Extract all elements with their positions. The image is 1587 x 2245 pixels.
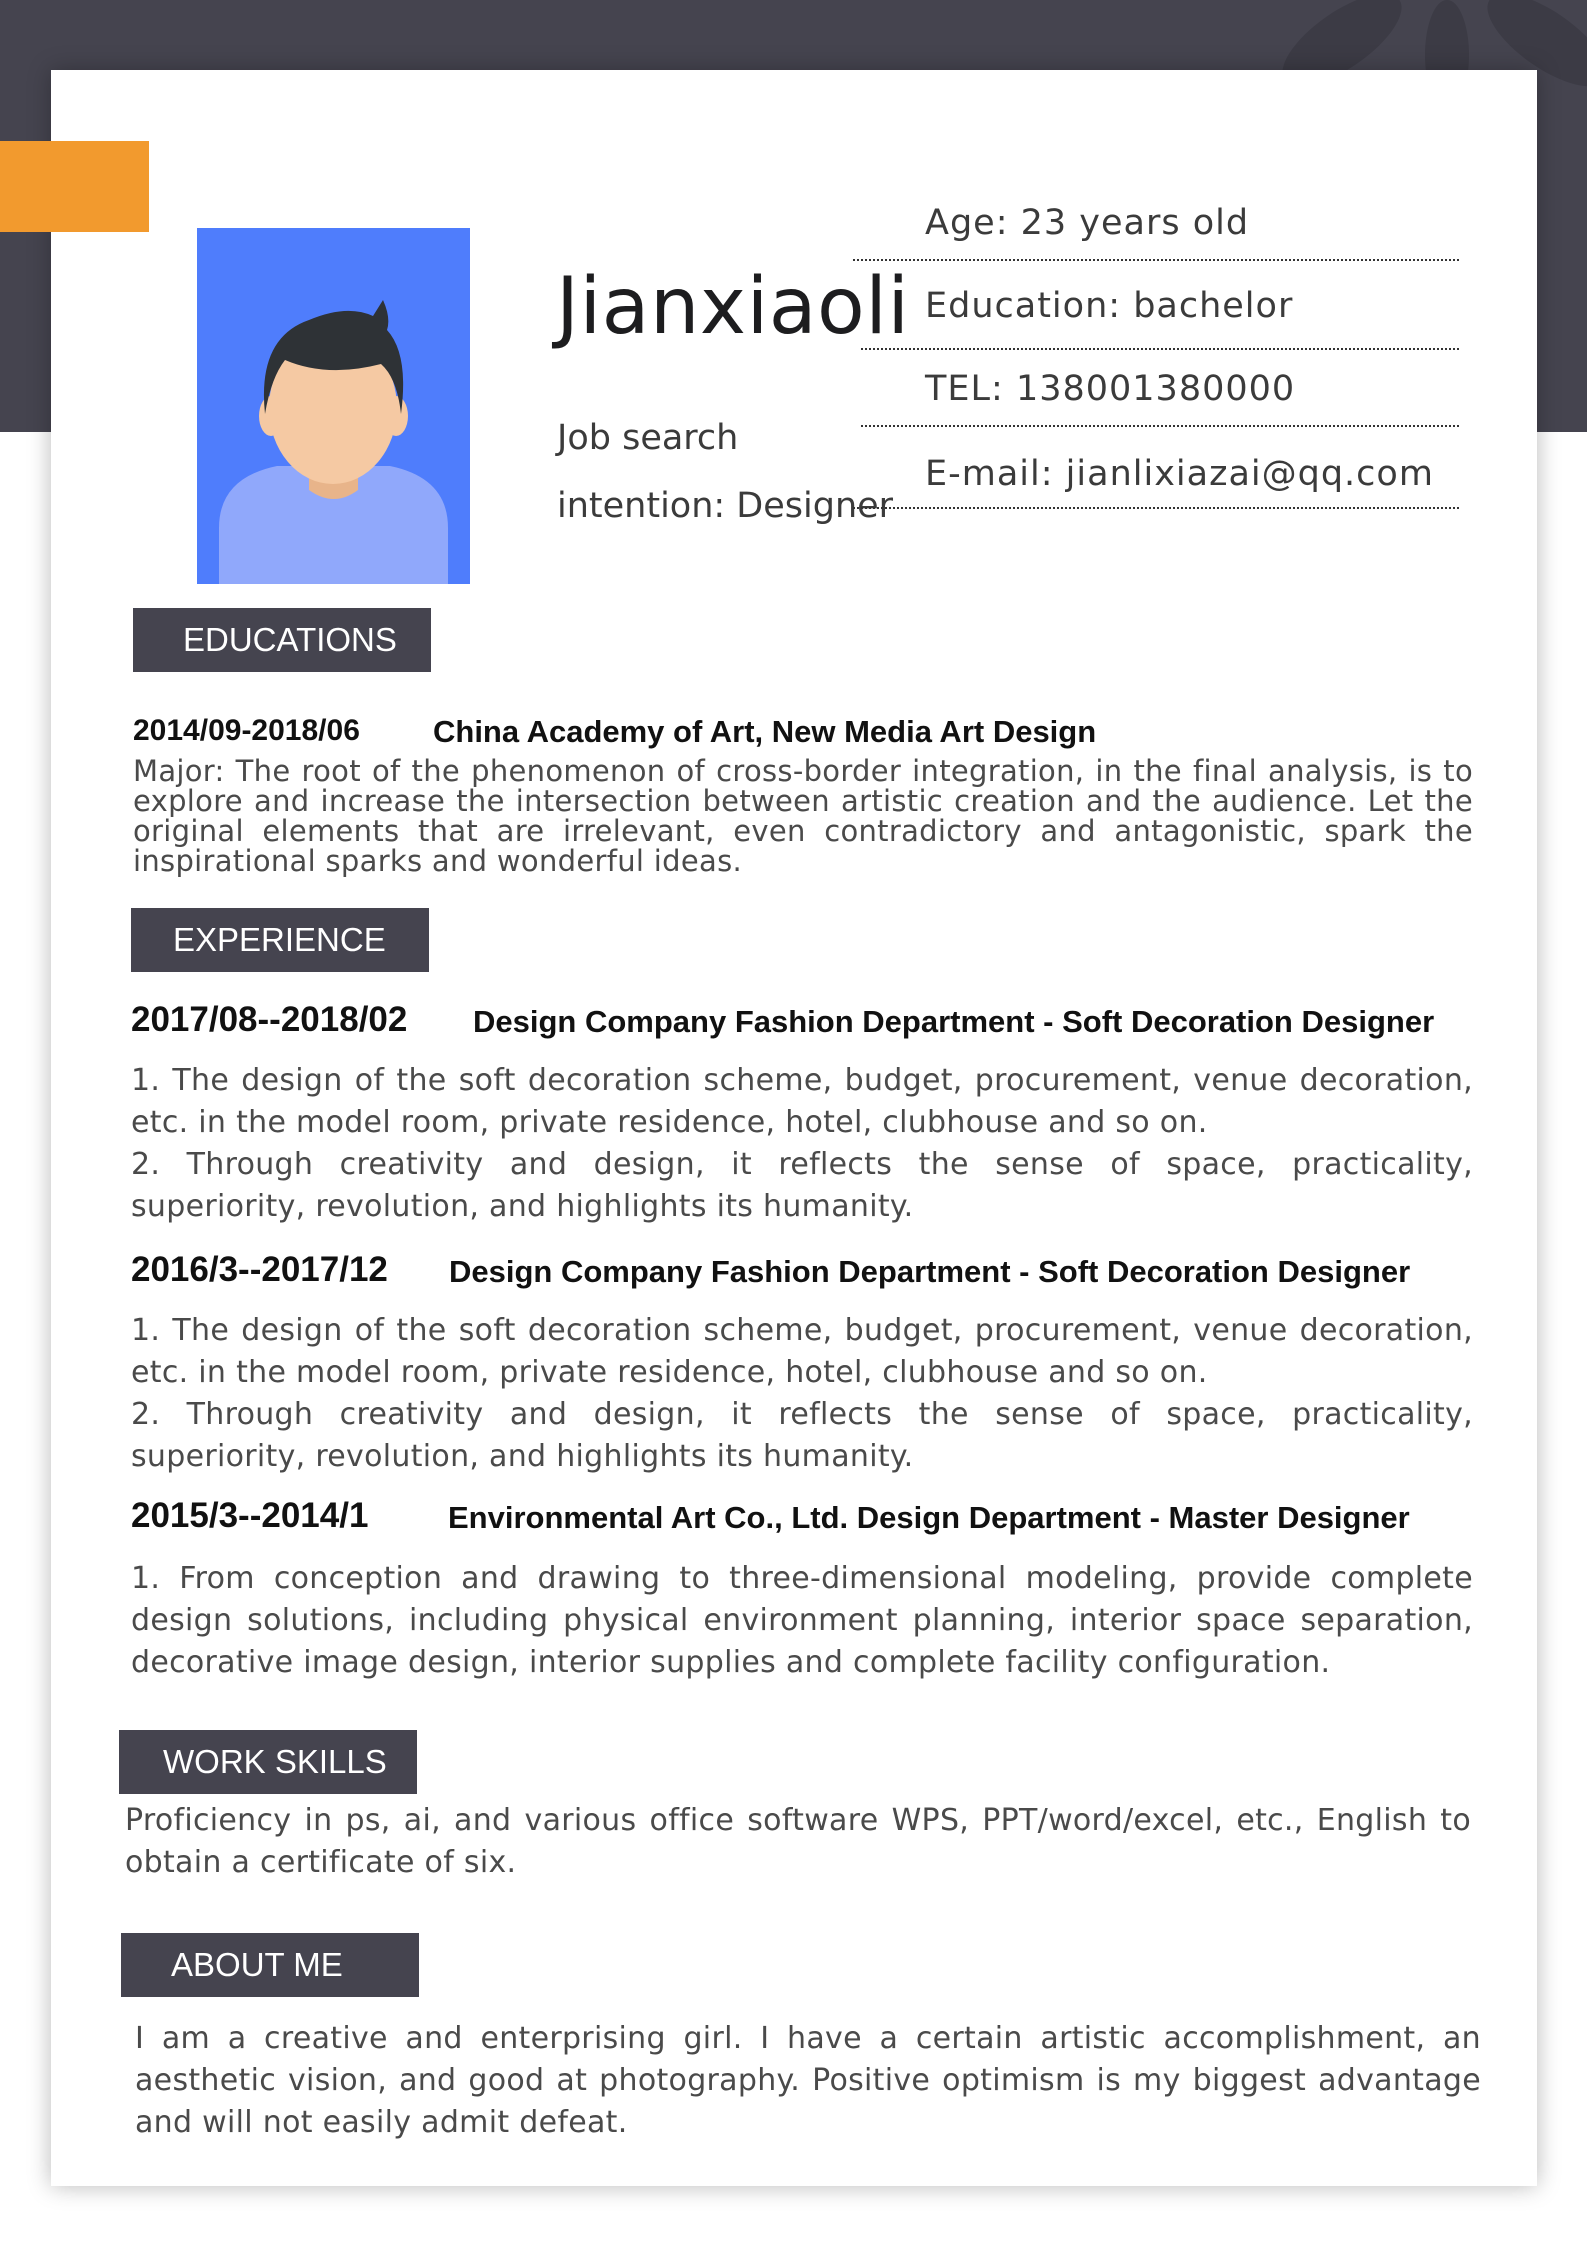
experience-description: [131, 1310, 1473, 1478]
avatar: [197, 228, 470, 584]
info-email: [925, 454, 1434, 494]
education-date: 2014/09-2018/06: [133, 714, 360, 747]
info-age: [925, 203, 1249, 243]
experience-paragraph: 1. From conception and drawing to three-dimensional modeling, provide complete design solutions, including physical environment planning, interior space separation, decorative image design, interior supplies and complete facility configuration.: [131, 1561, 1473, 1680]
info-email-value: jianlixiazai@qq.com: [1065, 454, 1434, 494]
candidate-name: Jianxiaoli: [556, 262, 910, 352]
experience-title: Design Company Fashion Department - Soft Decoration Designer: [473, 1004, 1435, 1039]
accent-tab: [0, 141, 149, 232]
section-heading-label: EXPERIENCE: [173, 921, 386, 958]
info-education-value: bachelor: [1133, 286, 1294, 326]
section-heading-label: EDUCATIONS: [183, 621, 397, 658]
education-title: China Academy of Art, New Media Art Design: [433, 714, 1097, 749]
section-heading-educations: [133, 608, 431, 672]
experience-paragraph: 2. Through creativity and design, it reflects the sense of space, practicality, superiority, revolution, and highlights its humanity.: [131, 1147, 1473, 1224]
info-divider: [853, 507, 1459, 509]
experience-date: 2015/3--2014/1: [131, 1496, 369, 1535]
experience-description: [131, 1558, 1473, 1684]
experience-paragraph: 1. The design of the soft decoration scheme, budget, procurement, venue decoration, etc. in the model room, private residence, hotel, clubhouse and so on.: [131, 1063, 1473, 1140]
info-tel: [925, 369, 1295, 409]
info-education: [925, 286, 1293, 326]
section-heading-experience: [131, 908, 429, 972]
section-heading-about-me: [121, 1933, 419, 1997]
info-age-label: Age:: [925, 203, 1009, 243]
experience-paragraph: 1. The design of the soft decoration scheme, budget, procurement, venue decoration, etc. in the model room, private residence, hotel, clubhouse and so on.: [131, 1313, 1473, 1390]
info-divider: [853, 259, 1459, 261]
work-skills-description: Proficiency in ps, ai, and various office software WPS, PPT/word/excel, etc., English to obtain a certificate of six.: [125, 1803, 1471, 1880]
education-description: Major: The root of the phenomenon of cross-border integration, in the final analysis, is to explore and increase the intersection between artistic creation and the audience. Let the original elements that are irrelevant, even contradictory and antagonistic, spark the inspirational sparks and wonderful ideas.: [133, 754, 1473, 878]
person-avatar-icon: [197, 228, 470, 584]
experience-description: [131, 1060, 1473, 1228]
info-divider: [861, 425, 1459, 427]
job-intention: Job search intention: Designer: [557, 418, 894, 526]
info-tel-value: 138001380000: [1015, 369, 1296, 409]
about-me-description: I am a creative and enterprising girl. I have a certain artistic accomplishment, an aesthetic vision, and good at photography. Positive optimism is my biggest advantage and will not easily admit defeat.: [135, 2021, 1481, 2140]
info-age-value: 23 years old: [1020, 203, 1250, 243]
section-heading-label: WORK SKILLS: [163, 1743, 387, 1780]
experience-title: Design Company Fashion Department - Soft Decoration Designer: [449, 1254, 1411, 1289]
experience-date: 2017/08--2018/02: [131, 1000, 408, 1039]
info-divider: [861, 348, 1459, 350]
info-tel-label: TEL:: [925, 369, 1004, 409]
info-email-label: E-mail:: [925, 454, 1054, 494]
section-heading-work-skills: [119, 1730, 417, 1794]
section-heading-label: ABOUT ME: [171, 1946, 343, 1983]
experience-paragraph: 2. Through creativity and design, it reflects the sense of space, practicality, superiority, revolution, and highlights its humanity.: [131, 1397, 1473, 1474]
experience-date: 2016/3--2017/12: [131, 1250, 388, 1289]
info-education-label: Education:: [925, 286, 1122, 326]
experience-title: Environmental Art Co., Ltd. Design Department - Master Designer: [448, 1500, 1410, 1535]
resume-paper: [51, 70, 1537, 2186]
